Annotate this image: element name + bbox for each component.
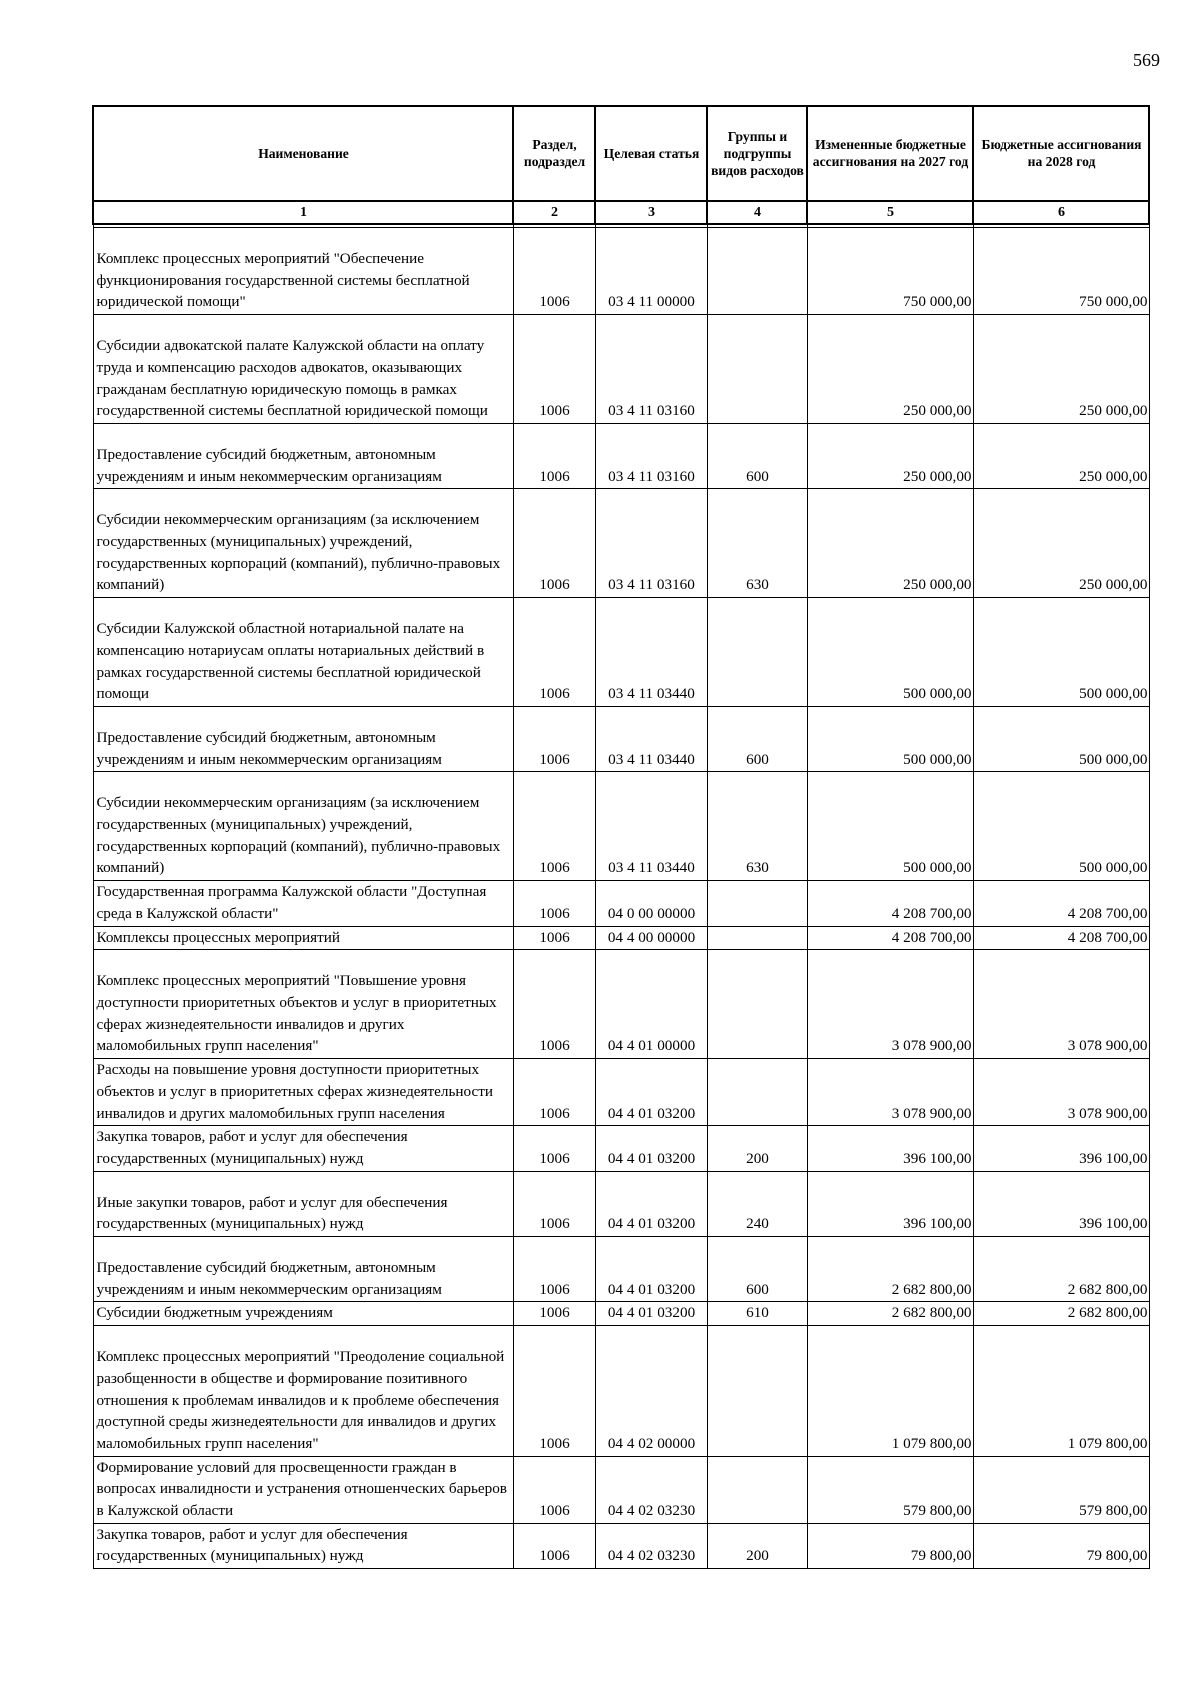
row-target-article: 04 4 01 03200 (595, 1171, 707, 1236)
row-target-article: 03 4 11 00000 (595, 228, 707, 315)
table-row (93, 423, 1149, 488)
column-number: 6 (973, 201, 1149, 224)
row-name: Предоставление субсидий бюджетным, автономным учреждениям и иным некоммерческим организациям (93, 706, 513, 771)
row-target-article: 04 4 02 03230 (595, 1523, 707, 1568)
header-amount-2028: Бюджетные ассигнования на 2028 год (973, 106, 1149, 201)
row-expense-group (707, 1456, 807, 1523)
column-number: 3 (595, 201, 707, 224)
row-expense-group: 610 (707, 1302, 807, 1326)
row-amount-2027: 250 000,00 (807, 489, 973, 598)
table-row (93, 1237, 1149, 1302)
row-target-article: 04 4 01 03200 (595, 1059, 707, 1126)
row-name: Предоставление субсидий бюджетным, автономным учреждениям и иным некоммерческим организациям (93, 423, 513, 488)
row-target-article: 03 4 11 03440 (595, 706, 707, 771)
row-name: Иные закупки товаров, работ и услуг для обеспечения государственных (муниципальных) нужд (93, 1171, 513, 1236)
row-amount-2027: 250 000,00 (807, 315, 973, 424)
row-section: 1006 (513, 1126, 595, 1171)
table-row (93, 1456, 1149, 1523)
row-expense-group (707, 315, 807, 424)
row-amount-2028: 4 208 700,00 (973, 881, 1149, 926)
row-section: 1006 (513, 489, 595, 598)
row-section: 1006 (513, 1237, 595, 1302)
row-section: 1006 (513, 1059, 595, 1126)
row-target-article: 04 4 01 00000 (595, 950, 707, 1059)
row-amount-2027: 579 800,00 (807, 1456, 973, 1523)
row-target-article: 04 4 01 03200 (595, 1302, 707, 1326)
budget-table (92, 105, 1150, 1569)
table-row (93, 489, 1149, 598)
row-amount-2027: 250 000,00 (807, 423, 973, 488)
table-row (93, 881, 1149, 926)
header-row (93, 106, 1149, 201)
row-amount-2027: 396 100,00 (807, 1171, 973, 1236)
row-amount-2028: 500 000,00 (973, 598, 1149, 707)
row-name: Предоставление субсидий бюджетным, автономным учреждениям и иным некоммерческим организациям (93, 1237, 513, 1302)
header-name: Наименование (93, 106, 513, 201)
row-amount-2028: 1 079 800,00 (973, 1326, 1149, 1457)
row-name: Комплекс процессных мероприятий "Повышение уровня доступности приоритетных объектов и услуг в приоритетных сферах жизнедеятельности инвалидов и других маломобильных групп населения" (93, 950, 513, 1059)
table-row (93, 950, 1149, 1059)
row-amount-2028: 250 000,00 (973, 315, 1149, 424)
table-row (93, 1326, 1149, 1457)
table-row (93, 1126, 1149, 1171)
header-expense-groups: Группы и подгруппы видов расходов (707, 106, 807, 201)
table-row (93, 1523, 1149, 1568)
row-target-article: 03 4 11 03160 (595, 315, 707, 424)
row-section: 1006 (513, 706, 595, 771)
row-expense-group: 600 (707, 706, 807, 771)
row-name: Субсидии адвокатской палате Калужской области на оплату труда и компенсацию расходов адвокатов, оказывающих гражданам бесплатную юридическую помощь в рамках государственной системы бесплатной юридической помощи (93, 315, 513, 424)
row-expense-group (707, 1326, 807, 1457)
header-section: Раздел, подраздел (513, 106, 595, 201)
row-amount-2027: 500 000,00 (807, 706, 973, 771)
row-section: 1006 (513, 1523, 595, 1568)
row-section: 1006 (513, 881, 595, 926)
row-amount-2028: 2 682 800,00 (973, 1302, 1149, 1326)
row-name: Закупка товаров, работ и услуг для обеспечения государственных (муниципальных) нужд (93, 1126, 513, 1171)
header-amount-2027: Измененные бюджетные ассигнования на 2027 год (807, 106, 973, 201)
row-amount-2027: 1 079 800,00 (807, 1326, 973, 1457)
row-section: 1006 (513, 1171, 595, 1236)
row-target-article: 04 4 02 03230 (595, 1456, 707, 1523)
row-expense-group: 600 (707, 1237, 807, 1302)
row-target-article: 04 4 02 00000 (595, 1326, 707, 1457)
row-target-article: 03 4 11 03440 (595, 598, 707, 707)
row-amount-2028: 750 000,00 (973, 228, 1149, 315)
row-amount-2028: 3 078 900,00 (973, 1059, 1149, 1126)
row-amount-2027: 396 100,00 (807, 1126, 973, 1171)
row-name: Субсидии Калужской областной нотариальной палате на компенсацию нотариусам оплаты нотариальных действий в рамках государственной системы бесплатной юридической помощи (93, 598, 513, 707)
row-amount-2028: 579 800,00 (973, 1456, 1149, 1523)
row-amount-2028: 2 682 800,00 (973, 1237, 1149, 1302)
row-section: 1006 (513, 1456, 595, 1523)
header-target-article: Целевая статья (595, 106, 707, 201)
row-target-article: 03 4 11 03160 (595, 489, 707, 598)
row-expense-group (707, 598, 807, 707)
row-expense-group (707, 228, 807, 315)
row-amount-2028: 79 800,00 (973, 1523, 1149, 1568)
row-section: 1006 (513, 423, 595, 488)
row-target-article: 03 4 11 03440 (595, 772, 707, 881)
row-name: Расходы на повышение уровня доступности приоритетных объектов и услуг в приоритетных сферах жизнедеятельности инвалидов и других маломобильных групп населения (93, 1059, 513, 1126)
row-amount-2028: 250 000,00 (973, 423, 1149, 488)
row-name: Субсидии бюджетным учреждениям (93, 1302, 513, 1326)
row-expense-group: 200 (707, 1126, 807, 1171)
table-row (93, 1302, 1149, 1326)
row-amount-2028: 4 208 700,00 (973, 926, 1149, 950)
table-row (93, 926, 1149, 950)
page-number: 569 (1133, 50, 1160, 70)
row-expense-group: 600 (707, 423, 807, 488)
row-target-article: 04 4 01 03200 (595, 1237, 707, 1302)
row-amount-2028: 250 000,00 (973, 489, 1149, 598)
row-section: 1006 (513, 1302, 595, 1326)
row-name: Формирование условий для просвещенности граждан в вопросах инвалидности и устранения отношенческих барьеров в Калужской области (93, 1456, 513, 1523)
row-amount-2027: 500 000,00 (807, 772, 973, 881)
row-name: Закупка товаров, работ и услуг для обеспечения государственных (муниципальных) нужд (93, 1523, 513, 1568)
row-expense-group (707, 1059, 807, 1126)
row-target-article: 04 4 01 03200 (595, 1126, 707, 1171)
row-amount-2027: 4 208 700,00 (807, 926, 973, 950)
row-expense-group: 630 (707, 489, 807, 598)
row-section: 1006 (513, 598, 595, 707)
row-name: Комплексы процессных мероприятий (93, 926, 513, 950)
row-amount-2027: 3 078 900,00 (807, 950, 973, 1059)
row-section: 1006 (513, 315, 595, 424)
row-expense-group: 240 (707, 1171, 807, 1236)
column-number: 1 (93, 201, 513, 224)
row-name: Государственная программа Калужской области "Доступная среда в Калужской области" (93, 881, 513, 926)
row-amount-2028: 396 100,00 (973, 1126, 1149, 1171)
row-amount-2027: 500 000,00 (807, 598, 973, 707)
row-expense-group: 630 (707, 772, 807, 881)
table-row (93, 706, 1149, 771)
table-row (93, 772, 1149, 881)
row-section: 1006 (513, 926, 595, 950)
row-section: 1006 (513, 1326, 595, 1457)
row-amount-2027: 2 682 800,00 (807, 1237, 973, 1302)
row-target-article: 04 4 00 00000 (595, 926, 707, 950)
table-row (93, 315, 1149, 424)
row-expense-group: 200 (707, 1523, 807, 1568)
row-amount-2027: 4 208 700,00 (807, 881, 973, 926)
row-section: 1006 (513, 772, 595, 881)
row-amount-2028: 500 000,00 (973, 772, 1149, 881)
column-number: 5 (807, 201, 973, 224)
row-amount-2027: 2 682 800,00 (807, 1302, 973, 1326)
row-expense-group (707, 881, 807, 926)
row-name: Субсидии некоммерческим организациям (за исключением государственных (муниципальных) учреждений, государственных корпораций (компаний), публично-правовых компаний) (93, 489, 513, 598)
row-amount-2028: 3 078 900,00 (973, 950, 1149, 1059)
row-target-article: 03 4 11 03160 (595, 423, 707, 488)
column-number: 2 (513, 201, 595, 224)
row-target-article: 04 0 00 00000 (595, 881, 707, 926)
row-amount-2027: 3 078 900,00 (807, 1059, 973, 1126)
row-amount-2028: 500 000,00 (973, 706, 1149, 771)
row-section: 1006 (513, 228, 595, 315)
column-number: 4 (707, 201, 807, 224)
table-row (93, 1059, 1149, 1126)
table-row (93, 598, 1149, 707)
row-amount-2028: 396 100,00 (973, 1171, 1149, 1236)
row-amount-2027: 79 800,00 (807, 1523, 973, 1568)
row-name: Комплекс процессных мероприятий "Обеспечение функционирования государственной системы бесплатной юридической помощи" (93, 228, 513, 315)
row-expense-group (707, 926, 807, 950)
row-expense-group (707, 950, 807, 1059)
row-section: 1006 (513, 950, 595, 1059)
column-number-row (93, 201, 1149, 224)
budget-rows (93, 228, 1149, 1569)
row-amount-2027: 750 000,00 (807, 228, 973, 315)
row-name: Комплекс процессных мероприятий "Преодоление социальной разобщенности в обществе и формирование позитивного отношения к проблемам инвалидов и к проблеме обеспечения доступной среды жизнедеятельности для инвалидов и других маломобильных групп населения" (93, 1326, 513, 1457)
table-row (93, 228, 1149, 315)
row-name: Субсидии некоммерческим организациям (за исключением государственных (муниципальных) учреждений, государственных корпораций (компаний), публично-правовых компаний) (93, 772, 513, 881)
table-row (93, 1171, 1149, 1236)
